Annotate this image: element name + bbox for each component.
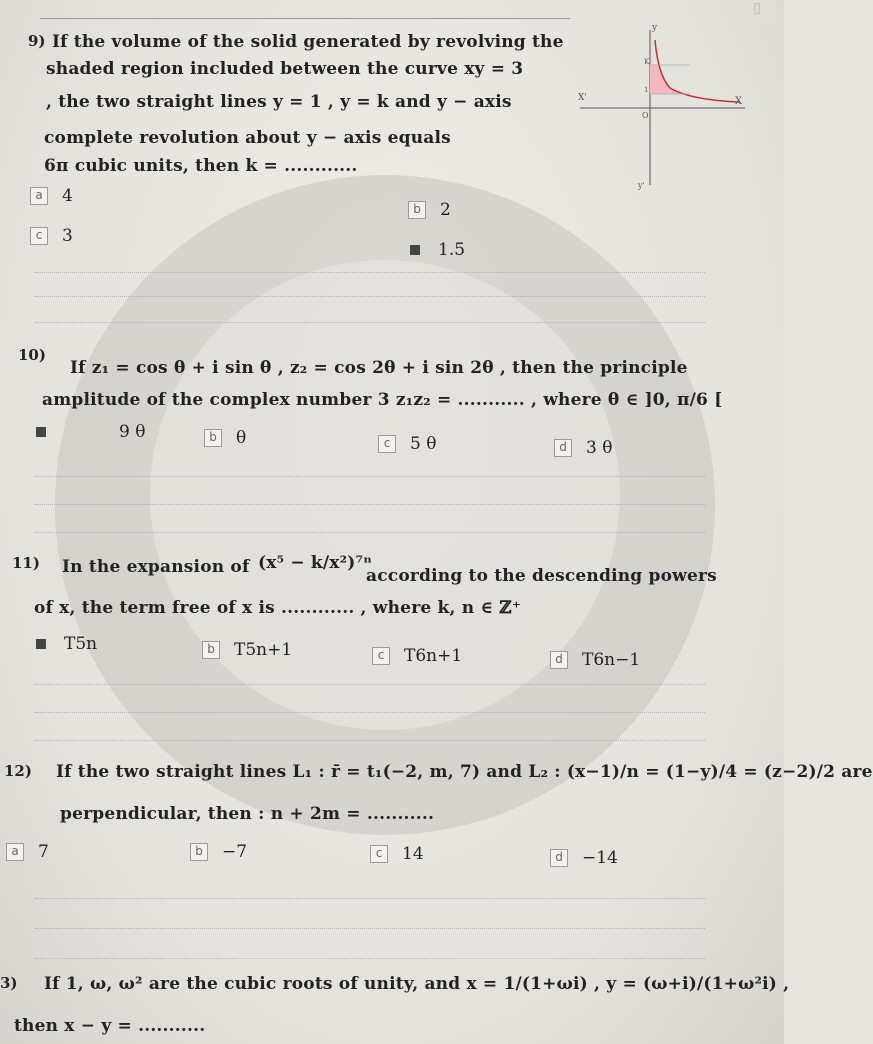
q9-graph (560, 20, 760, 190)
graph-x-label: X (735, 96, 743, 107)
q11-line1a: In the expansion of (62, 557, 250, 577)
graph-y-label: y (652, 23, 658, 33)
answer-line (35, 322, 705, 323)
answer-line (35, 272, 705, 273)
q11-option-c-text: T6n+1 (404, 646, 463, 666)
graph-yprime-label: y' (638, 181, 645, 190)
answer-line (35, 928, 705, 929)
q9-option-c[interactable] (30, 226, 73, 246)
q12-option-d[interactable] (550, 848, 618, 868)
answer-line (35, 958, 705, 959)
q12-option-a-text: 7 (38, 842, 49, 862)
q12-option-c[interactable] (370, 844, 424, 864)
q9-option-d-text: 1.5 (438, 240, 466, 260)
answer-line (35, 504, 705, 505)
q10-option-c[interactable] (378, 434, 436, 454)
q11-option-a[interactable] (32, 634, 97, 654)
q11-option-d[interactable] (550, 650, 640, 670)
answer-line (35, 684, 705, 685)
answer-line (35, 532, 705, 533)
q12-option-a[interactable] (6, 842, 49, 862)
q12-line2: perpendicular, then : n + 2m = ........... (60, 804, 435, 824)
q10-option-d-letter: d (554, 439, 572, 457)
q12-option-b[interactable] (190, 842, 247, 862)
q9-option-c-letter: c (30, 227, 48, 245)
q9-option-a-text: 4 (62, 186, 73, 206)
q9-number: 9) (28, 32, 46, 50)
q9-line4: complete revolution about y − axis equals (44, 128, 451, 148)
q12-line1: If the two straight lines L₁ : r̄ = t₁(−2, m, 7) and L₂ : (x−1)/n = (1−y)/4 = (z−2)/2 are (56, 762, 873, 782)
q11-expression: (x⁵ − k/x²)⁷ⁿ (258, 553, 373, 573)
q9-option-b-letter: b (408, 201, 426, 219)
q11-option-d-letter: d (550, 651, 568, 669)
q9-option-d-selected-mark (410, 245, 420, 255)
q10-number: 10) (18, 346, 46, 364)
q11-option-b[interactable] (202, 640, 292, 660)
q12-option-a-letter: a (6, 843, 24, 861)
q12-option-c-letter: c (370, 845, 388, 863)
q11-number: 11) (12, 554, 40, 572)
q12-option-d-text: −14 (582, 848, 618, 868)
q13-line1: If 1, ω, ω² are the cubic roots of unity, and x = 1/(1+ωi) , y = (ω+i)/(1+ω²i) , (44, 974, 790, 994)
q10-option-b-text: θ (236, 428, 247, 448)
q9-option-b[interactable] (408, 200, 451, 220)
q10-option-c-text: 5 θ (410, 434, 437, 454)
q10-option-b-letter: b (204, 429, 222, 447)
q10-option-a-text: 9 θ (119, 422, 146, 442)
q9-option-a-letter: a (30, 187, 48, 205)
q12-number: 12) (4, 762, 32, 780)
q9-option-a[interactable] (30, 186, 73, 206)
q9-option-b-text: 2 (440, 200, 451, 220)
q12-option-b-text: −7 (222, 842, 248, 862)
q9-option-d[interactable] (406, 240, 465, 260)
q11-option-c[interactable] (372, 646, 462, 666)
graph-origin-label: O (642, 111, 649, 120)
q11-line2: of x, the term free of x is ............ , where k, n ∈ ℤ⁺ (34, 598, 522, 618)
q11-option-d-text: T6n−1 (582, 650, 641, 670)
q13-number: 3) (0, 974, 18, 992)
q10-option-b[interactable] (204, 428, 246, 448)
q11-option-b-letter: b (202, 641, 220, 659)
q10-option-d-text: 3 θ (586, 438, 613, 458)
q10-option-a[interactable] (32, 422, 145, 442)
q10-option-c-letter: c (378, 435, 396, 453)
q10-option-a-selected-mark (36, 427, 46, 437)
q11-option-c-letter: c (372, 647, 390, 665)
graph-shaded-region (650, 65, 690, 94)
q10-line1: If z₁ = cos θ + i sin θ , z₂ = cos 2θ + i sin 2θ , then the principle (70, 358, 688, 378)
q12-option-d-letter: d (550, 849, 568, 867)
q10-line2: amplitude of the complex number 3 z₁z₂ = ........... , where θ ∈ ]0, π/6 [ (42, 390, 723, 410)
graph-k-label: K (644, 58, 650, 66)
q13-line2: then x − y = ........... (14, 1016, 206, 1036)
q9-line5: 6π cubic units, then k = ............ (44, 156, 358, 176)
q9-line3: , the two straight lines y = 1 , y = k and y − axis (46, 92, 512, 112)
graph-xprime-label: X' (578, 93, 587, 103)
graph-one-label: 1 (644, 86, 649, 94)
bookmark-icon: ▯ (738, 0, 776, 24)
q9-line2: shaded region included between the curve xy = 3 (46, 59, 524, 79)
answer-line (35, 476, 705, 477)
q9-option-c-text: 3 (62, 226, 73, 246)
q9-line1: If the volume of the solid generated by revolving the (52, 32, 564, 52)
q12-option-b-letter: b (190, 843, 208, 861)
q11-option-a-text: T5n (64, 634, 98, 654)
q10-option-d[interactable] (554, 438, 612, 458)
q11-line1b: according to the descending powers (366, 566, 717, 586)
answer-line (35, 740, 705, 741)
top-rule (40, 18, 570, 19)
answer-line (35, 712, 705, 713)
answer-line (35, 296, 705, 297)
q12-option-c-text: 14 (402, 844, 424, 864)
answer-line (35, 898, 705, 899)
q11-option-a-selected-mark (36, 639, 46, 649)
q11-option-b-text: T5n+1 (234, 640, 293, 660)
